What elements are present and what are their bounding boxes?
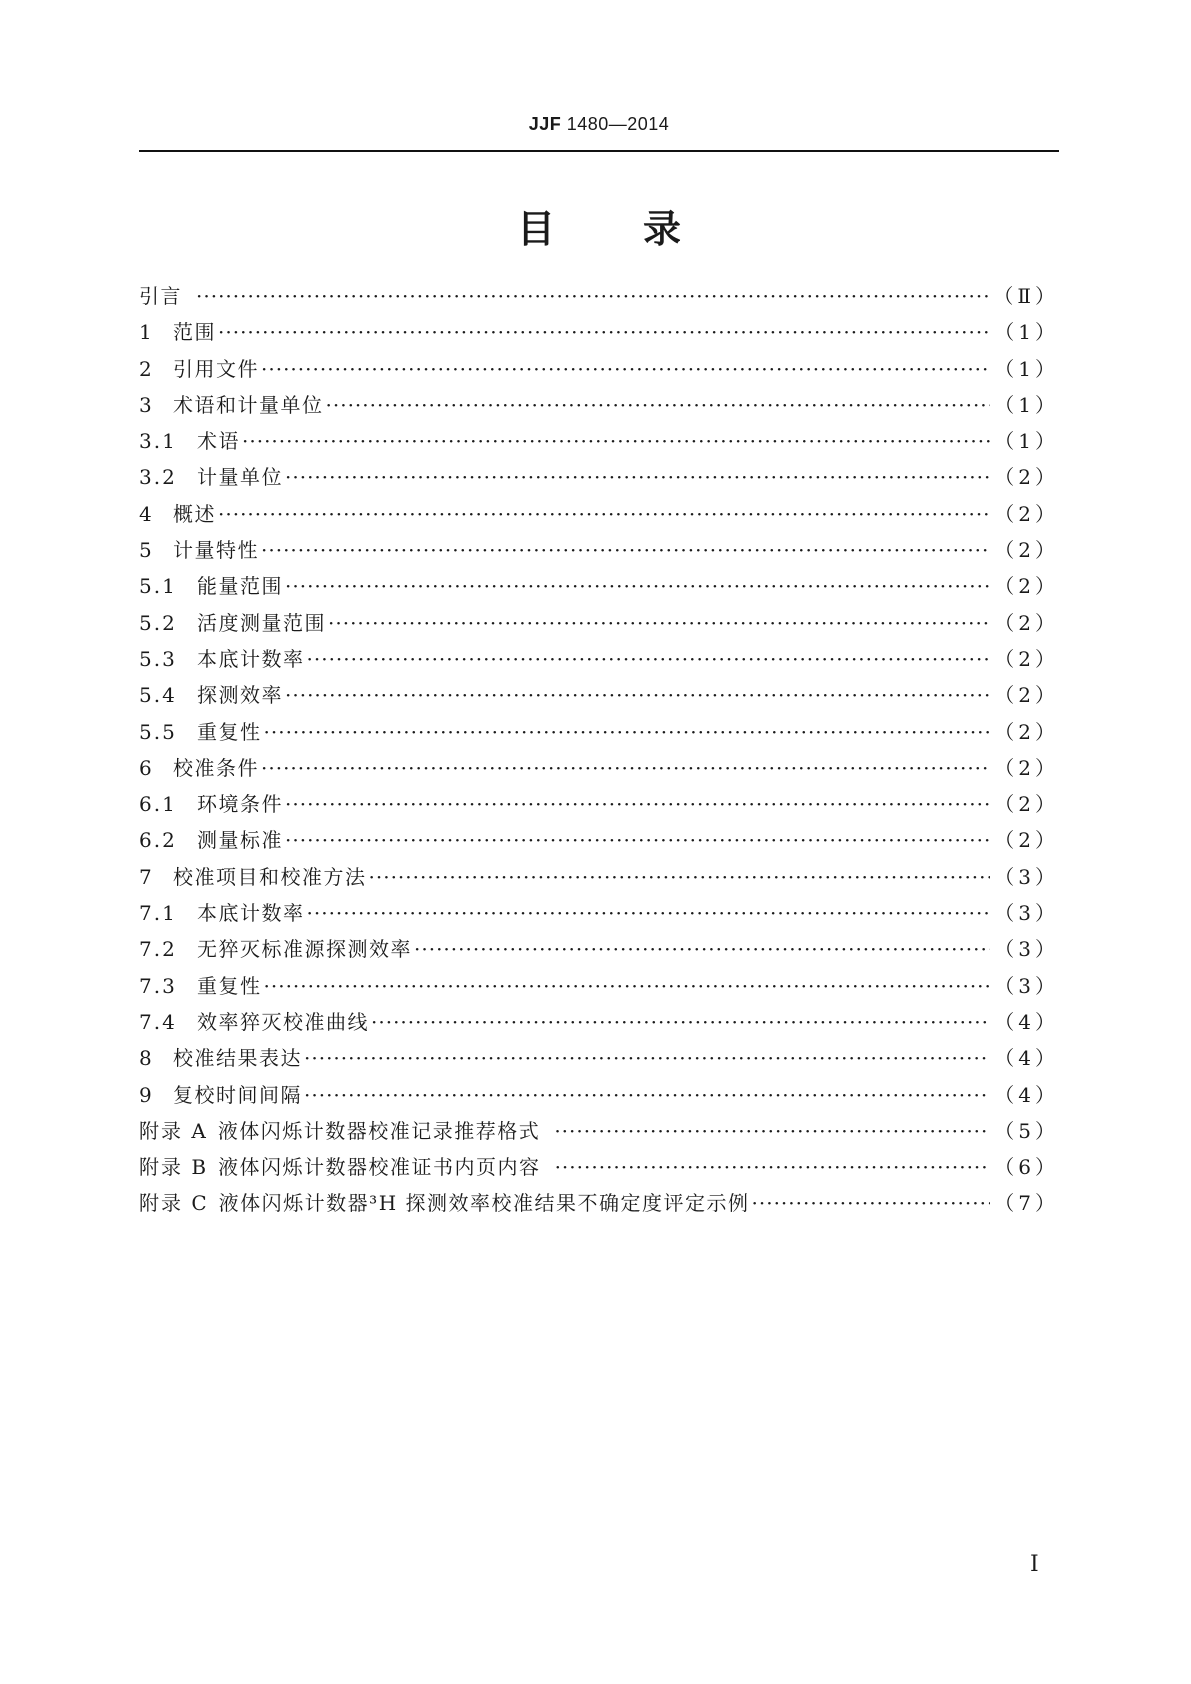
toc-dot-leader <box>264 714 991 750</box>
toc-entry-page: （5） <box>994 1118 1059 1143</box>
toc-entry-label: 活度测量范围 <box>197 610 326 635</box>
page-title: 目录 <box>516 207 769 251</box>
toc-dot-leader <box>555 1149 991 1185</box>
toc-entry-number: 附录 C <box>139 1191 209 1216</box>
toc-dot-leader <box>304 1077 990 1113</box>
header-code-number: 1480—2014 <box>561 114 670 134</box>
toc-entry-number: 5.3 <box>139 646 177 671</box>
toc-entry-number: 5 <box>139 538 154 563</box>
toc-dot-leader <box>196 278 989 314</box>
toc-entry[interactable] <box>139 1149 1059 1185</box>
toc-entry-page: （3） <box>994 973 1059 998</box>
toc-entry-page: （1） <box>994 429 1059 454</box>
toc-entry-number: 3 <box>139 392 154 417</box>
toc-entry-number: 8 <box>139 1046 154 1071</box>
toc-entry-page: （3） <box>994 864 1059 889</box>
toc-entry-number: 5.2 <box>139 610 177 635</box>
toc-entry-label: 复校时间间隔 <box>173 1082 302 1107</box>
toc-entry[interactable] <box>139 1004 1059 1040</box>
toc-entry[interactable] <box>139 968 1059 1004</box>
toc-entry-number: 6 <box>139 755 154 780</box>
toc-dot-leader <box>369 859 991 895</box>
toc-entry-page: （2） <box>994 538 1059 563</box>
toc-entry-number: 5.4 <box>139 683 177 708</box>
toc-entry-number: 7.3 <box>139 973 177 998</box>
toc-entry[interactable] <box>139 568 1059 604</box>
toc-entry-label: 环境条件 <box>197 792 283 817</box>
toc-dot-leader <box>328 605 990 641</box>
toc-dot-leader <box>285 786 990 822</box>
toc-dot-leader <box>307 641 991 677</box>
toc-entry[interactable] <box>139 1077 1059 1113</box>
toc-dot-leader <box>752 1185 991 1221</box>
toc-entry-number: 4 <box>139 501 154 526</box>
toc-entry-label: 计量特性 <box>173 538 259 563</box>
toc-entry-label: 本底计数率 <box>197 646 305 671</box>
toc-dot-leader <box>285 568 990 604</box>
toc-entry[interactable] <box>139 822 1059 858</box>
toc-entry-label: 范围 <box>173 320 216 345</box>
toc-entry-label: 液体闪烁计数器校准记录推荐格式 <box>217 1118 541 1143</box>
toc-entry-label: 校准结果表达 <box>173 1046 302 1071</box>
toc-entry[interactable] <box>139 1040 1059 1076</box>
toc-dot-leader <box>285 677 990 713</box>
toc-entry-page: （3） <box>994 937 1059 962</box>
toc-entry-page: （6） <box>994 1155 1059 1180</box>
toc-entry-number: 7 <box>139 864 154 889</box>
toc-entry[interactable] <box>139 931 1059 967</box>
toc-entry-page: （3） <box>994 901 1059 926</box>
toc-entry[interactable] <box>139 859 1059 895</box>
toc-entry-page: （1） <box>994 392 1059 417</box>
toc-entry-label: 探测效率 <box>197 683 283 708</box>
page-number: Ⅰ <box>1030 1552 1039 1577</box>
toc-entry[interactable] <box>139 714 1059 750</box>
toc-entry-label: 校准条件 <box>173 755 259 780</box>
toc-entry-page: （7） <box>994 1191 1059 1216</box>
toc-entry[interactable] <box>139 351 1059 387</box>
toc-entry[interactable] <box>139 895 1059 931</box>
toc-entry[interactable] <box>139 641 1059 677</box>
toc-dot-leader <box>285 459 990 495</box>
toc-entry-page: （1） <box>994 320 1059 345</box>
toc-entry[interactable] <box>139 387 1059 423</box>
toc-entry[interactable] <box>139 496 1059 532</box>
toc-entry-label: 液体闪烁计数器校准证书内页内容 <box>218 1155 541 1180</box>
toc-entry-label: 效率猝灭校准曲线 <box>197 1009 369 1034</box>
toc-dot-leader <box>242 423 990 459</box>
toc-dot-leader <box>218 496 990 532</box>
toc-entry-page: （2） <box>994 646 1059 671</box>
toc-entry-number: 5.1 <box>139 574 177 599</box>
toc-dot-leader <box>371 1004 990 1040</box>
toc-dot-leader <box>554 1113 990 1149</box>
toc-entry-label: 液体闪烁计数器³H 探测效率校准结果不确定度评定示例 <box>218 1191 750 1216</box>
toc-entry-number: 2 <box>139 356 154 381</box>
toc-entry-number: 7.2 <box>139 937 177 962</box>
header-rule <box>139 150 1059 152</box>
toc-entry[interactable] <box>139 278 1059 314</box>
toc-entry[interactable] <box>139 314 1059 350</box>
toc-entry-number: 附录 B <box>139 1155 209 1180</box>
toc-entry-label: 能量范围 <box>197 574 283 599</box>
toc-dot-leader <box>285 822 990 858</box>
toc-entry-page: （2） <box>994 755 1059 780</box>
toc-dot-leader <box>307 895 991 931</box>
toc-entry-label: 无猝灭标准源探测效率 <box>197 937 412 962</box>
toc-entry-number: 1 <box>139 320 154 345</box>
document-code-header <box>139 114 1059 135</box>
toc-entry-label: 引言 <box>139 284 182 308</box>
toc-dot-leader <box>261 532 990 568</box>
toc-entry-number: 9 <box>139 1082 154 1107</box>
toc-entry-page: （4） <box>994 1046 1059 1071</box>
toc-entry-number: 6.1 <box>139 792 177 817</box>
toc-entry-label: 术语和计量单位 <box>173 392 324 417</box>
toc-dot-leader <box>326 387 991 423</box>
toc-entry[interactable] <box>139 423 1059 459</box>
toc-entry-label: 校准项目和校准方法 <box>173 864 367 889</box>
toc-entry[interactable] <box>139 1185 1059 1221</box>
toc-entry[interactable] <box>139 605 1059 641</box>
toc-entry-label: 概述 <box>173 501 216 526</box>
toc-entry-page: （1） <box>994 356 1059 381</box>
toc-entry-page: （2） <box>994 792 1059 817</box>
toc-entry-label: 重复性 <box>197 719 262 744</box>
toc-entry-label: 术语 <box>197 429 240 454</box>
toc-dot-leader <box>261 750 990 786</box>
toc-entry-number: 7.4 <box>139 1009 177 1034</box>
toc-entry[interactable] <box>139 1113 1059 1149</box>
toc-entry-page: （2） <box>994 610 1059 635</box>
toc-entry[interactable] <box>139 532 1059 568</box>
toc-entry-number: 3.1 <box>139 429 177 454</box>
toc-entry-label: 引用文件 <box>173 356 259 381</box>
toc-entry[interactable] <box>139 786 1059 822</box>
toc-entry-number: 附录 A <box>139 1118 208 1143</box>
toc-entry-label: 本底计数率 <box>197 901 305 926</box>
table-of-contents <box>139 278 1059 1222</box>
toc-entry-number: 5.5 <box>139 719 177 744</box>
toc-entry-label: 重复性 <box>197 973 262 998</box>
toc-entry[interactable] <box>139 677 1059 713</box>
toc-dot-leader <box>414 931 990 967</box>
toc-entry[interactable] <box>139 750 1059 786</box>
toc-entry-page: （2） <box>994 501 1059 526</box>
toc-entry-number: 6.2 <box>139 828 177 853</box>
toc-entry-page: （4） <box>994 1009 1059 1034</box>
toc-entry-page: （2） <box>994 828 1059 853</box>
header-code-prefix: JJF <box>528 114 562 134</box>
toc-entry[interactable] <box>139 459 1059 495</box>
toc-entry-label: 测量标准 <box>197 828 283 853</box>
toc-entry-page: （2） <box>994 683 1059 708</box>
toc-dot-leader <box>264 968 991 1004</box>
toc-dot-leader <box>304 1040 990 1076</box>
toc-entry-page: （2） <box>994 465 1059 490</box>
toc-entry-page: （2） <box>994 574 1059 599</box>
toc-entry-page: （2） <box>994 719 1059 744</box>
toc-entry-page: （4） <box>994 1082 1059 1107</box>
toc-dot-leader <box>218 314 990 350</box>
toc-entry-number: 7.1 <box>139 901 177 926</box>
toc-entry-number: 3.2 <box>139 465 177 490</box>
toc-entry-label: 计量单位 <box>197 465 283 490</box>
toc-dot-leader <box>261 351 990 387</box>
toc-entry-page: （Ⅱ） <box>993 284 1059 308</box>
